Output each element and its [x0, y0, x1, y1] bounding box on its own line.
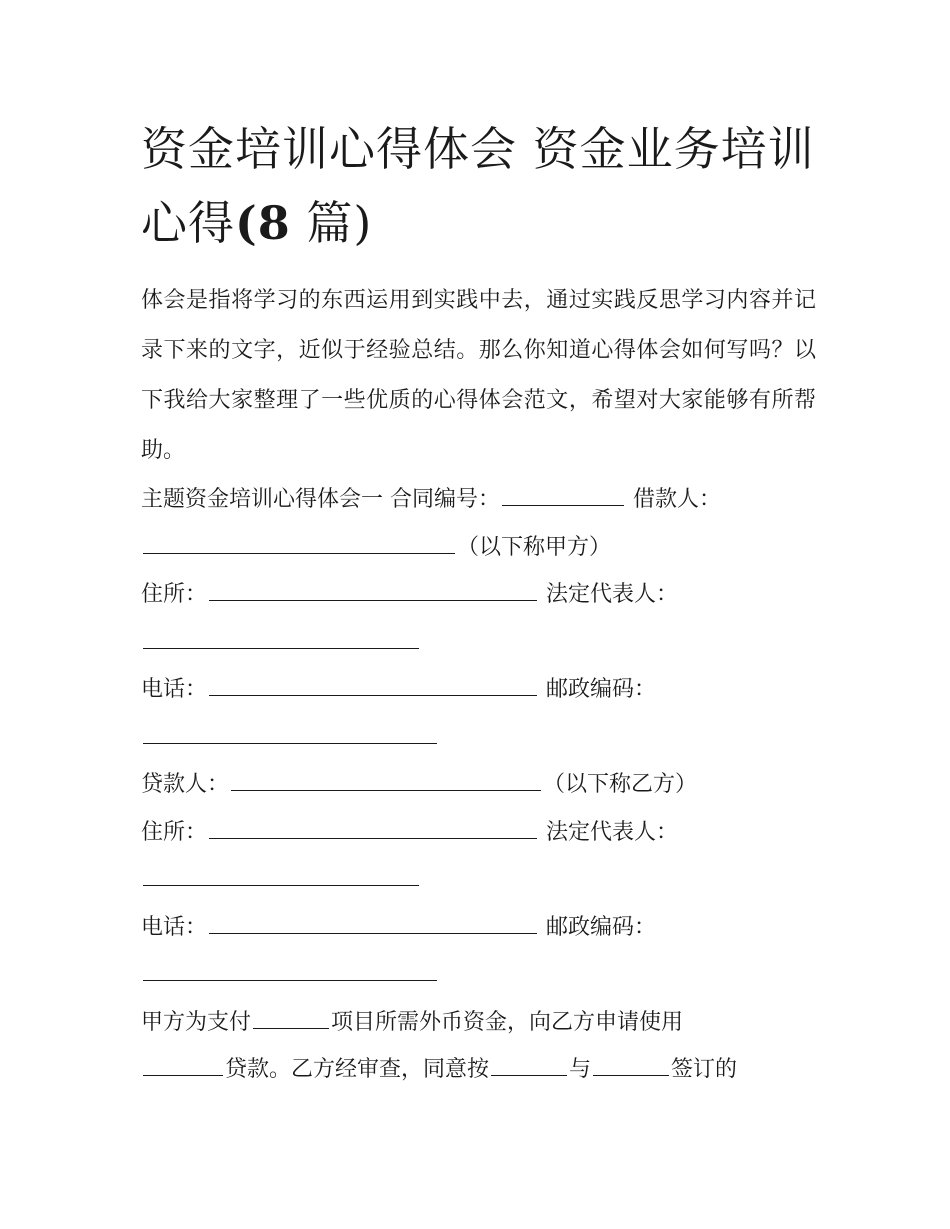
contract-number-line — [141, 476, 816, 524]
party-a-field[interactable] — [491, 1053, 567, 1076]
borrower-address-field[interactable] — [209, 578, 537, 601]
lender-suffix: （以下称乙方） — [543, 772, 698, 797]
borrower-suffix: （以下称甲方） — [457, 534, 612, 560]
loan-type-field[interactable] — [143, 1053, 223, 1076]
title-text: 资金培训心得体会 资金业务培训心得 — [141, 122, 815, 250]
postcode-label: 邮政编码： — [539, 677, 657, 702]
clause-text: 与 — [569, 1057, 592, 1082]
postcode-label: 邮政编码： — [539, 914, 657, 940]
clause-text: 项目所需外币资金，向乙方申请使用 — [331, 1009, 684, 1035]
phone-label: 电话： — [141, 677, 208, 702]
lender-label: 贷款人： — [141, 772, 230, 797]
intro-paragraph: 体会是指将学习的东西运用到实践中去，通过实践反思学习内容并记录下来的文字，近似于经验总结。那么你知道心得体会如何写吗？以下我给大家整理了一些优质的心得体会范文，希望对大家能够有所帮助。 — [141, 288, 816, 463]
lender-postcode-line — [141, 951, 816, 999]
project-field[interactable] — [253, 1006, 329, 1029]
legal-rep-label: 法定代表人： — [539, 819, 679, 845]
lender-line — [141, 761, 816, 809]
address-label: 住所： — [141, 819, 208, 845]
borrower-address-line — [141, 571, 816, 619]
lender-phone-line — [141, 904, 816, 952]
legal-rep-label: 法定代表人： — [539, 582, 679, 607]
borrower-postcode-field[interactable] — [143, 721, 437, 744]
address-label: 住所： — [141, 582, 208, 607]
contract-number-field[interactable] — [502, 483, 624, 506]
lender-legal-rep-line — [141, 856, 816, 904]
contract-form — [141, 476, 816, 1094]
document-page — [141, 112, 816, 1094]
lender-address-line — [141, 809, 816, 857]
clause-line-1 — [141, 999, 816, 1047]
borrower-postcode-line — [141, 714, 816, 762]
borrower-field[interactable] — [143, 531, 455, 554]
clause-text: 甲方为支付 — [141, 1009, 252, 1035]
borrower-phone-field[interactable] — [209, 673, 537, 696]
borrower-phone-line — [141, 666, 816, 714]
lender-postcode-field[interactable] — [143, 958, 437, 981]
clause-text: 签订的 — [671, 1057, 738, 1082]
phone-label: 电话： — [141, 914, 208, 940]
party-b-field[interactable] — [593, 1053, 669, 1076]
lender-address-field[interactable] — [209, 816, 537, 839]
lender-phone-field[interactable] — [209, 911, 537, 934]
borrower-label: 借款人： — [626, 487, 721, 512]
clause-line-2 — [141, 1046, 816, 1094]
lender-field[interactable] — [231, 768, 541, 791]
borrower-line — [141, 524, 816, 572]
title-suffix: 篇) — [290, 196, 373, 250]
lender-legal-rep-field[interactable] — [143, 863, 419, 886]
borrower-legal-rep-field[interactable] — [143, 626, 419, 649]
borrower-legal-rep-line — [141, 619, 816, 667]
clause-text: 贷款。乙方经审查，同意按 — [225, 1057, 490, 1082]
contract-heading: 主题资金培训心得体会一 合同编号： — [141, 487, 500, 512]
page-title — [141, 112, 816, 260]
title-count: (8 — [235, 196, 291, 250]
